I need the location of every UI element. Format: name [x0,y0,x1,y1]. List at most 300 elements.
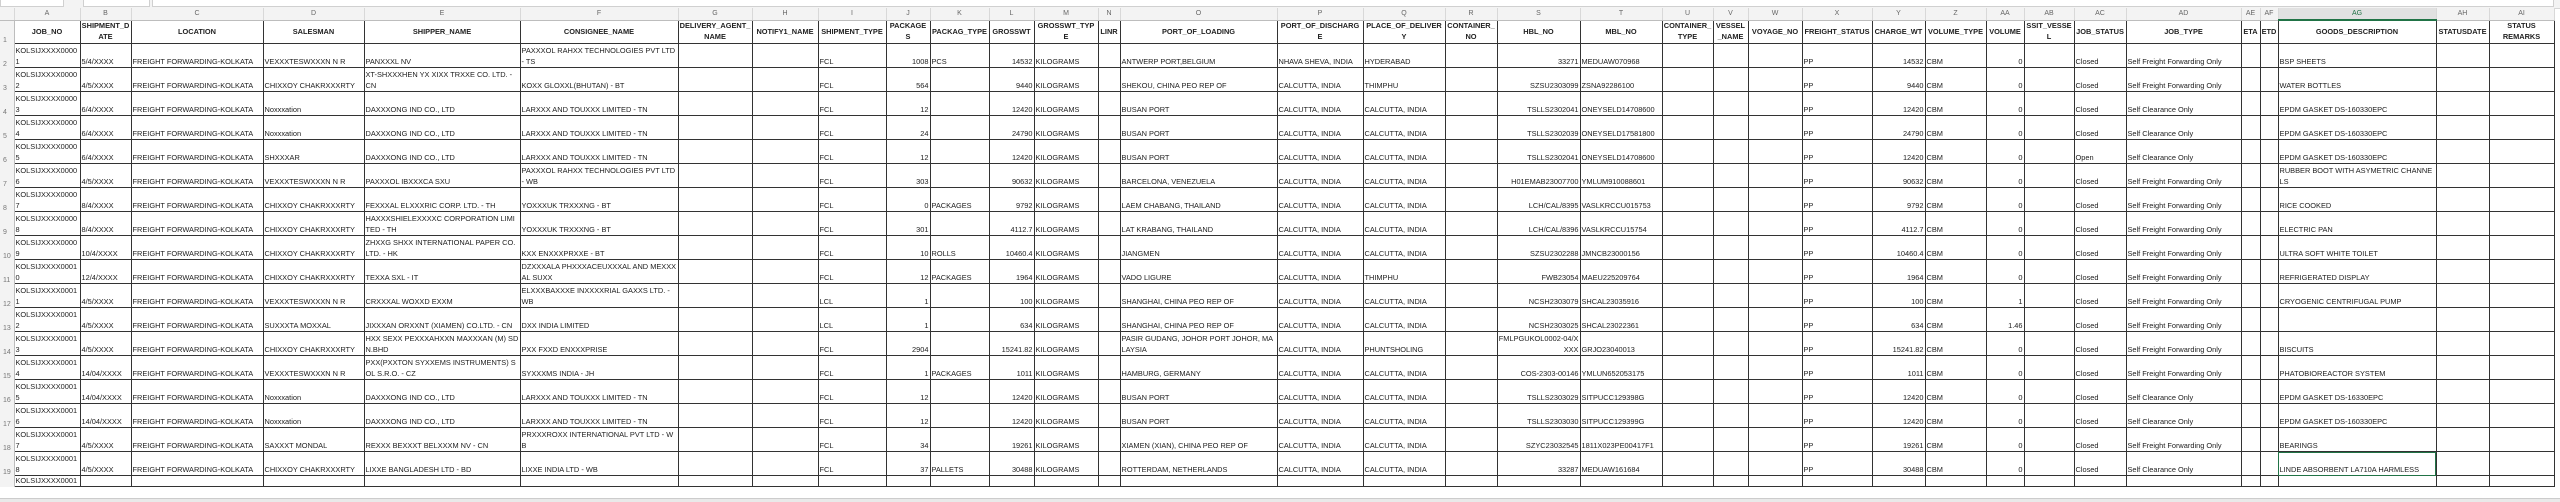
cell-g[interactable] [678,356,752,380]
cell-d[interactable]: Noxxxation [263,92,364,116]
cell-o[interactable]: SHANGHAI, CHINA PEO REP OF [1120,284,1277,308]
cell-f[interactable]: LARXXX AND TOUXXX LIMITED - TN [520,116,678,140]
cell-p[interactable]: CALCUTTA, INDIA [1277,212,1363,236]
cell-p[interactable]: CALCUTTA, INDIA [1277,356,1363,380]
cell-z[interactable]: CBM [1925,44,1986,68]
cell-ab[interactable] [2024,188,2074,212]
cell-af[interactable] [2260,92,2278,116]
cell-d[interactable]: Noxxxation [263,116,364,140]
cell-l[interactable]: 1964 [989,260,1034,284]
cell-o[interactable]: BUSAN PORT [1120,116,1277,140]
cell-ab[interactable] [2024,356,2074,380]
header-cell-delivery-agent-name[interactable]: DELIVERY_AGENT_NAME [678,20,752,44]
row-number[interactable]: 1 [0,20,14,44]
cell-ac[interactable]: Closed [2074,332,2126,356]
cell-ai[interactable] [2489,428,2554,452]
cell-i[interactable]: FCL [818,140,886,164]
cell-n[interactable] [1098,188,1120,212]
header-cell-linr[interactable]: LINR [1098,20,1120,44]
cell-aa[interactable]: 0 [1986,332,2024,356]
cell-ad[interactable]: Self Clearance Only [2126,92,2241,116]
row-number[interactable]: 5 [0,116,14,140]
column-letter-c[interactable]: C [131,8,263,20]
cell-y[interactable]: 24790 [1872,116,1925,140]
cell-ae[interactable] [2241,332,2260,356]
cell-t[interactable]: YMLUN652053175 [1580,356,1662,380]
cell-n[interactable] [1098,236,1120,260]
cell-e[interactable]: DAXXXONG IND CO., LTD [364,116,520,140]
column-letter-aa[interactable]: AA [1986,8,2024,20]
cell-s[interactable]: TSLLS2303030 [1497,404,1580,428]
cell-k[interactable] [930,404,989,428]
cell-ai[interactable] [2489,308,2554,332]
cell-k[interactable] [930,140,989,164]
row-number[interactable]: 15 [0,356,14,380]
cell-w[interactable] [1748,140,1802,164]
cell-i[interactable]: FCL [818,188,886,212]
cell-ah[interactable] [2436,44,2489,68]
cell-p[interactable]: CALCUTTA, INDIA [1277,260,1363,284]
cell-e[interactable]: DAXXXONG IND CO., LTD [364,140,520,164]
cell-b[interactable]: 14/04/XXXX [80,404,131,428]
cell-h[interactable] [752,188,818,212]
cell-w[interactable] [1748,308,1802,332]
cell-y[interactable]: 14532 [1872,44,1925,68]
cell-ag[interactable]: BISCUITS [2278,332,2436,356]
cell-d[interactable]: VEXXXTESWXXXN N R [263,164,364,188]
column-letter-ah[interactable]: AH [2436,8,2489,20]
cell-a[interactable]: KOLSIJXXXX00017 [14,428,80,452]
cell-q[interactable] [1363,476,1445,487]
row-number[interactable]: 19 [0,452,14,476]
cell-d[interactable]: CHIXXOY CHAKRXXXRTY [263,452,364,476]
column-letter-q[interactable]: Q [1363,8,1445,20]
cell-h[interactable] [752,284,818,308]
cell-c[interactable]: FREIGHT FORWARDING-KOLKATA [131,380,263,404]
cell-h[interactable] [752,356,818,380]
cell-b[interactable]: 8/4/XXXX [80,188,131,212]
cell-j[interactable]: 34 [886,428,930,452]
cell-ah[interactable] [2436,140,2489,164]
cell-f[interactable]: PAXXXOL RAHXX TECHNOLOGIES PVT LTD - TS [520,44,678,68]
cell-ae[interactable] [2241,356,2260,380]
cell-z[interactable]: CBM [1925,260,1986,284]
cell-w[interactable] [1748,44,1802,68]
column-letter-e[interactable]: E [364,8,520,20]
cell-y[interactable]: 1011 [1872,356,1925,380]
cell-s[interactable]: LCH/CAL/8395 [1497,188,1580,212]
cell-u[interactable] [1662,428,1713,452]
cell-m[interactable]: KILOGRAMS [1034,44,1098,68]
cell-q[interactable]: CALCUTTA, INDIA [1363,92,1445,116]
cell-z[interactable]: CBM [1925,236,1986,260]
cell-i[interactable]: FCL [818,260,886,284]
column-letter-x[interactable]: X [1802,8,1872,20]
cell-v[interactable] [1713,92,1748,116]
cell-v[interactable] [1713,212,1748,236]
row-number[interactable]: 2 [0,44,14,68]
cell-j[interactable]: 301 [886,212,930,236]
cell-x[interactable]: PP [1802,428,1872,452]
cell-t[interactable]: VASLKRCCU15754 [1580,212,1662,236]
cell-m[interactable]: KILOGRAMS [1034,356,1098,380]
cell-c[interactable]: FREIGHT FORWARDING-KOLKATA [131,404,263,428]
cell-ac[interactable]: Closed [2074,308,2126,332]
cell-ac[interactable]: Closed [2074,380,2126,404]
cell-r[interactable] [1445,116,1497,140]
cell-ah[interactable] [2436,164,2489,188]
cell-o[interactable]: BUSAN PORT [1120,380,1277,404]
cell-ac[interactable]: Closed [2074,260,2126,284]
cell-r[interactable] [1445,308,1497,332]
cell-c[interactable]: FREIGHT FORWARDING-KOLKATA [131,452,263,476]
cell-ai[interactable] [2489,452,2554,476]
cell-n[interactable] [1098,428,1120,452]
row-number[interactable]: 14 [0,332,14,356]
cell-n[interactable] [1098,308,1120,332]
cell-v[interactable] [1713,116,1748,140]
cell-ab[interactable] [2024,380,2074,404]
cell-aa[interactable]: 0 [1986,380,2024,404]
cell-s[interactable]: SZSU2302288 [1497,236,1580,260]
cell-c[interactable]: FREIGHT FORWARDING-KOLKATA [131,308,263,332]
cell-af[interactable] [2260,212,2278,236]
row-number[interactable]: 9 [0,212,14,236]
cell-e[interactable]: FEXXXAL ELXXXRIC CORP. LTD. - TH [364,188,520,212]
cell-ae[interactable] [2241,68,2260,92]
cell-b[interactable]: 5/4/XXXX [80,44,131,68]
cell-l[interactable]: 12420 [989,404,1034,428]
cell-ac[interactable]: Closed [2074,236,2126,260]
row-number[interactable]: 18 [0,428,14,452]
cell-ag[interactable]: EPDM GASKET DS-16330EPC [2278,380,2436,404]
cell-y[interactable]: 30488 [1872,452,1925,476]
cell-ac[interactable]: Closed [2074,68,2126,92]
cell-u[interactable] [1662,404,1713,428]
cell-w[interactable] [1748,236,1802,260]
cell-t[interactable]: ONEYSELD17581800 [1580,116,1662,140]
cell-n[interactable] [1098,92,1120,116]
cell-v[interactable] [1713,284,1748,308]
cell-ae[interactable] [2241,44,2260,68]
cell-t[interactable]: MAEU225209764 [1580,260,1662,284]
cell-s[interactable]: TSLLS2302041 [1497,92,1580,116]
cell-q[interactable]: CALCUTTA, INDIA [1363,428,1445,452]
cell-d[interactable]: CHIXXOY CHAKRXXXRTY [263,260,364,284]
cell-ag[interactable]: EPDM GASKET DS-160330EPC [2278,140,2436,164]
cell-ab[interactable] [2024,476,2074,487]
cell-u[interactable] [1662,188,1713,212]
cell-v[interactable] [1713,476,1748,487]
cell-ac[interactable]: Closed [2074,428,2126,452]
cell-d[interactable]: Noxxxation [263,380,364,404]
cell-ah[interactable] [2436,284,2489,308]
column-letter-ag[interactable]: AG [2278,8,2436,20]
cell-x[interactable]: PP [1802,356,1872,380]
column-letter-j[interactable]: J [886,8,930,20]
cell-x[interactable]: PP [1802,164,1872,188]
cell-ae[interactable] [2241,92,2260,116]
cell-i[interactable]: FCL [818,380,886,404]
cell-i[interactable]: FCL [818,44,886,68]
cell-i[interactable]: FCL [818,116,886,140]
cell-l[interactable]: 12420 [989,140,1034,164]
cell-n[interactable] [1098,476,1120,487]
cell-ad[interactable]: Self Clearance Only [2126,452,2241,476]
header-cell-eta[interactable]: ETA [2241,20,2260,44]
cell-k[interactable]: PALLETS [930,452,989,476]
cell-ad[interactable]: Self Clearance Only [2126,380,2241,404]
cell-o[interactable] [1120,476,1277,487]
cell-ad[interactable]: Self Freight Forwarding Only [2126,164,2241,188]
cell-ac[interactable]: Closed [2074,356,2126,380]
cell-ab[interactable] [2024,452,2074,476]
cell-f[interactable]: KOXX GLOXXL(BHUTAN) - BT [520,68,678,92]
cell-r[interactable] [1445,428,1497,452]
cell-y[interactable]: 12420 [1872,92,1925,116]
cell-ad[interactable]: Self Clearance Only [2126,404,2241,428]
cell-ab[interactable] [2024,212,2074,236]
header-cell-shipment-date[interactable]: SHIPMENT_DATE [80,20,131,44]
cell-i[interactable] [818,476,886,487]
cell-l[interactable] [989,476,1034,487]
cell-k[interactable] [930,164,989,188]
cell-i[interactable]: FCL [818,236,886,260]
cell-ah[interactable] [2436,308,2489,332]
cell-h[interactable] [752,68,818,92]
cell-o[interactable]: PASIR GUDANG, JOHOR PORT JOHOR, MALAYSIA [1120,332,1277,356]
cell-h[interactable] [752,308,818,332]
cell-ab[interactable] [2024,260,2074,284]
cell-ae[interactable] [2241,164,2260,188]
cell-z[interactable]: CBM [1925,452,1986,476]
cell-p[interactable]: CALCUTTA, INDIA [1277,284,1363,308]
cell-x[interactable]: PP [1802,308,1872,332]
cell-l[interactable]: 9440 [989,68,1034,92]
cell-w[interactable] [1748,404,1802,428]
column-letter-k[interactable]: K [930,8,989,20]
header-cell-port-of-loading[interactable]: PORT_OF_LOADING [1120,20,1277,44]
cell-c[interactable]: FREIGHT FORWARDING-KOLKATA [131,44,263,68]
header-cell-consignee-name[interactable]: CONSIGNEE_NAME [520,20,678,44]
cell-r[interactable] [1445,68,1497,92]
cell-u[interactable] [1662,260,1713,284]
cell-g[interactable] [678,332,752,356]
cell-w[interactable] [1748,452,1802,476]
cell-i[interactable]: LCL [818,308,886,332]
cell-ai[interactable] [2489,44,2554,68]
cell-m[interactable]: KILOGRAMS [1034,452,1098,476]
cell-b[interactable]: 6/4/XXXX [80,92,131,116]
cell-t[interactable]: YMLUM910088601 [1580,164,1662,188]
cell-g[interactable] [678,452,752,476]
column-letter-u[interactable]: U [1662,8,1713,20]
cell-l[interactable]: 634 [989,308,1034,332]
cell-aa[interactable]: 0 [1986,44,2024,68]
cell-q[interactable]: THIMPHU [1363,260,1445,284]
cell-n[interactable] [1098,452,1120,476]
cell-aa[interactable]: 1.46 [1986,308,2024,332]
cell-aa[interactable]: 0 [1986,164,2024,188]
column-letter-f[interactable]: F [520,8,678,20]
spreadsheet-grid[interactable] [0,8,2555,487]
cell-ag[interactable]: RUBBER BOOT WITH ASYMETRIC CHANNELS [2278,164,2436,188]
cell-q[interactable]: CALCUTTA, INDIA [1363,284,1445,308]
cell-d[interactable]: CHIXXOY CHAKRXXXRTY [263,68,364,92]
cell-ai[interactable] [2489,380,2554,404]
cell-b[interactable]: 6/4/XXXX [80,140,131,164]
cell-a[interactable]: KOLSIJXXXX00018 [14,452,80,476]
cell-r[interactable] [1445,188,1497,212]
cell-ad[interactable]: Self Freight Forwarding Only [2126,236,2241,260]
cell-w[interactable] [1748,164,1802,188]
cell-u[interactable] [1662,164,1713,188]
cell-c[interactable]: FREIGHT FORWARDING-KOLKATA [131,188,263,212]
cell-n[interactable] [1098,164,1120,188]
cell-c[interactable]: FREIGHT FORWARDING-KOLKATA [131,140,263,164]
cell-ae[interactable] [2241,428,2260,452]
cell-x[interactable]: PP [1802,284,1872,308]
cell-u[interactable] [1662,116,1713,140]
cell-g[interactable] [678,212,752,236]
cell-af[interactable] [2260,260,2278,284]
cell-p[interactable]: CALCUTTA, INDIA [1277,452,1363,476]
cell-l[interactable]: 10460.4 [989,236,1034,260]
cell-a[interactable]: KOLSIJXXXX00007 [14,188,80,212]
row-number[interactable]: 3 [0,68,14,92]
cell-b[interactable]: 4/5/XXXX [80,308,131,332]
cell-h[interactable] [752,44,818,68]
cell-u[interactable] [1662,44,1713,68]
cell-x[interactable]: PP [1802,452,1872,476]
cell-b[interactable]: 10/4/XXXX [80,236,131,260]
cell-ag[interactable]: BSP SHEETS [2278,44,2436,68]
cell-j[interactable]: 1 [886,308,930,332]
cell-ah[interactable] [2436,92,2489,116]
header-cell-vessel-name[interactable]: VESSEL_NAME [1713,20,1748,44]
cell-x[interactable]: PP [1802,212,1872,236]
row-number[interactable]: 13 [0,308,14,332]
cell-v[interactable] [1713,236,1748,260]
column-letter-g[interactable]: G [678,8,752,20]
cell-ah[interactable] [2436,332,2489,356]
cell-q[interactable]: CALCUTTA, INDIA [1363,212,1445,236]
cell-m[interactable]: KILOGRAMS [1034,92,1098,116]
cell-z[interactable]: CBM [1925,356,1986,380]
cell-r[interactable] [1445,92,1497,116]
cell-q[interactable]: CALCUTTA, INDIA [1363,164,1445,188]
cell-ah[interactable] [2436,356,2489,380]
header-cell-goods-description[interactable]: GOODS_DESCRIPTION [2278,20,2436,44]
cell-x[interactable]: PP [1802,404,1872,428]
column-letter-v[interactable]: V [1713,8,1748,20]
row-number[interactable]: 11 [0,260,14,284]
cell-g[interactable] [678,476,752,487]
cell-e[interactable]: HAXXXSHIELEXXXXC CORPORATION LIMITED - TH [364,212,520,236]
cell-f[interactable]: DZXXXALA PHXXXACEUXXXAL AND MEXXXAL SUXX [520,260,678,284]
cell-y[interactable]: 10460.4 [1872,236,1925,260]
cell-z[interactable]: CBM [1925,68,1986,92]
horizontal-scrollbar[interactable] [0,498,2560,502]
cell-r[interactable] [1445,260,1497,284]
header-cell-freight-status[interactable]: FREIGHT_STATUS [1802,20,1872,44]
cell-f[interactable]: LARXXX AND TOUXXX LIMITED - TN [520,404,678,428]
cell-n[interactable] [1098,140,1120,164]
cell-d[interactable]: SHXXXAR [263,140,364,164]
cell-c[interactable]: FREIGHT FORWARDING-KOLKATA [131,236,263,260]
cell-ad[interactable]: Self Clearance Only [2126,140,2241,164]
cell-n[interactable] [1098,68,1120,92]
cell-m[interactable]: KILOGRAMS [1034,140,1098,164]
cell-g[interactable] [678,68,752,92]
cell-s[interactable]: COS-2303-00146 [1497,356,1580,380]
cell-v[interactable] [1713,308,1748,332]
cell-ah[interactable] [2436,452,2489,476]
cell-i[interactable]: FCL [818,68,886,92]
cell-ad[interactable]: Self Freight Forwarding Only [2126,260,2241,284]
cell-c[interactable]: FREIGHT FORWARDING-KOLKATA [131,212,263,236]
cell-d[interactable]: SUXXXTA MOXXAL [263,308,364,332]
cell-r[interactable] [1445,356,1497,380]
formula-input[interactable] [152,0,2554,7]
cell-ah[interactable] [2436,212,2489,236]
cell-e[interactable]: DAXXXONG IND CO., LTD [364,380,520,404]
cell-u[interactable] [1662,236,1713,260]
cell-ad[interactable]: Self Freight Forwarding Only [2126,332,2241,356]
cell-p[interactable]: CALCUTTA, INDIA [1277,188,1363,212]
cell-ag[interactable] [2278,308,2436,332]
cell-ah[interactable] [2436,428,2489,452]
cell-ah[interactable] [2436,380,2489,404]
cell-q[interactable]: HYDERABAD [1363,44,1445,68]
cell-q[interactable]: CALCUTTA, INDIA [1363,116,1445,140]
cell-b[interactable] [80,476,131,487]
cell-ai[interactable] [2489,260,2554,284]
cell-l[interactable]: 24790 [989,116,1034,140]
cell-k[interactable] [930,428,989,452]
cell-u[interactable] [1662,284,1713,308]
cell-aa[interactable]: 0 [1986,260,2024,284]
cell-s[interactable]: TSLLS2302041 [1497,140,1580,164]
cell-a[interactable]: KOLSIJXXXX00001 [14,44,80,68]
cell-aa[interactable]: 0 [1986,452,2024,476]
cell-e[interactable]: ZHXXG SHXX INTERNATIONAL PAPER CO. LTD. - HK [364,236,520,260]
cell-z[interactable]: CBM [1925,116,1986,140]
cell-y[interactable]: 9440 [1872,68,1925,92]
cell-j[interactable]: 37 [886,452,930,476]
cell-v[interactable] [1713,380,1748,404]
cell-u[interactable] [1662,92,1713,116]
cell-n[interactable] [1098,380,1120,404]
cell-i[interactable]: FCL [818,452,886,476]
cell-r[interactable] [1445,332,1497,356]
cell-s[interactable]: LCH/CAL/8396 [1497,212,1580,236]
cell-ae[interactable] [2241,452,2260,476]
cell-ai[interactable] [2489,284,2554,308]
cell-ad[interactable]: Self Freight Forwarding Only [2126,212,2241,236]
cell-b[interactable]: 4/5/XXXX [80,332,131,356]
cell-ac[interactable]: Closed [2074,188,2126,212]
cell-z[interactable]: CBM [1925,380,1986,404]
cell-i[interactable]: FCL [818,92,886,116]
cell-ab[interactable] [2024,44,2074,68]
row-number[interactable]: 17 [0,404,14,428]
cell-s[interactable]: FMLPGUKOL0002-04/XXXX [1497,332,1580,356]
cell-d[interactable] [263,476,364,487]
cell-o[interactable]: LAEM CHABANG, THAILAND [1120,188,1277,212]
cell-h[interactable] [752,92,818,116]
cell-ag[interactable]: EPDM GASKET DS-160330EPC [2278,116,2436,140]
